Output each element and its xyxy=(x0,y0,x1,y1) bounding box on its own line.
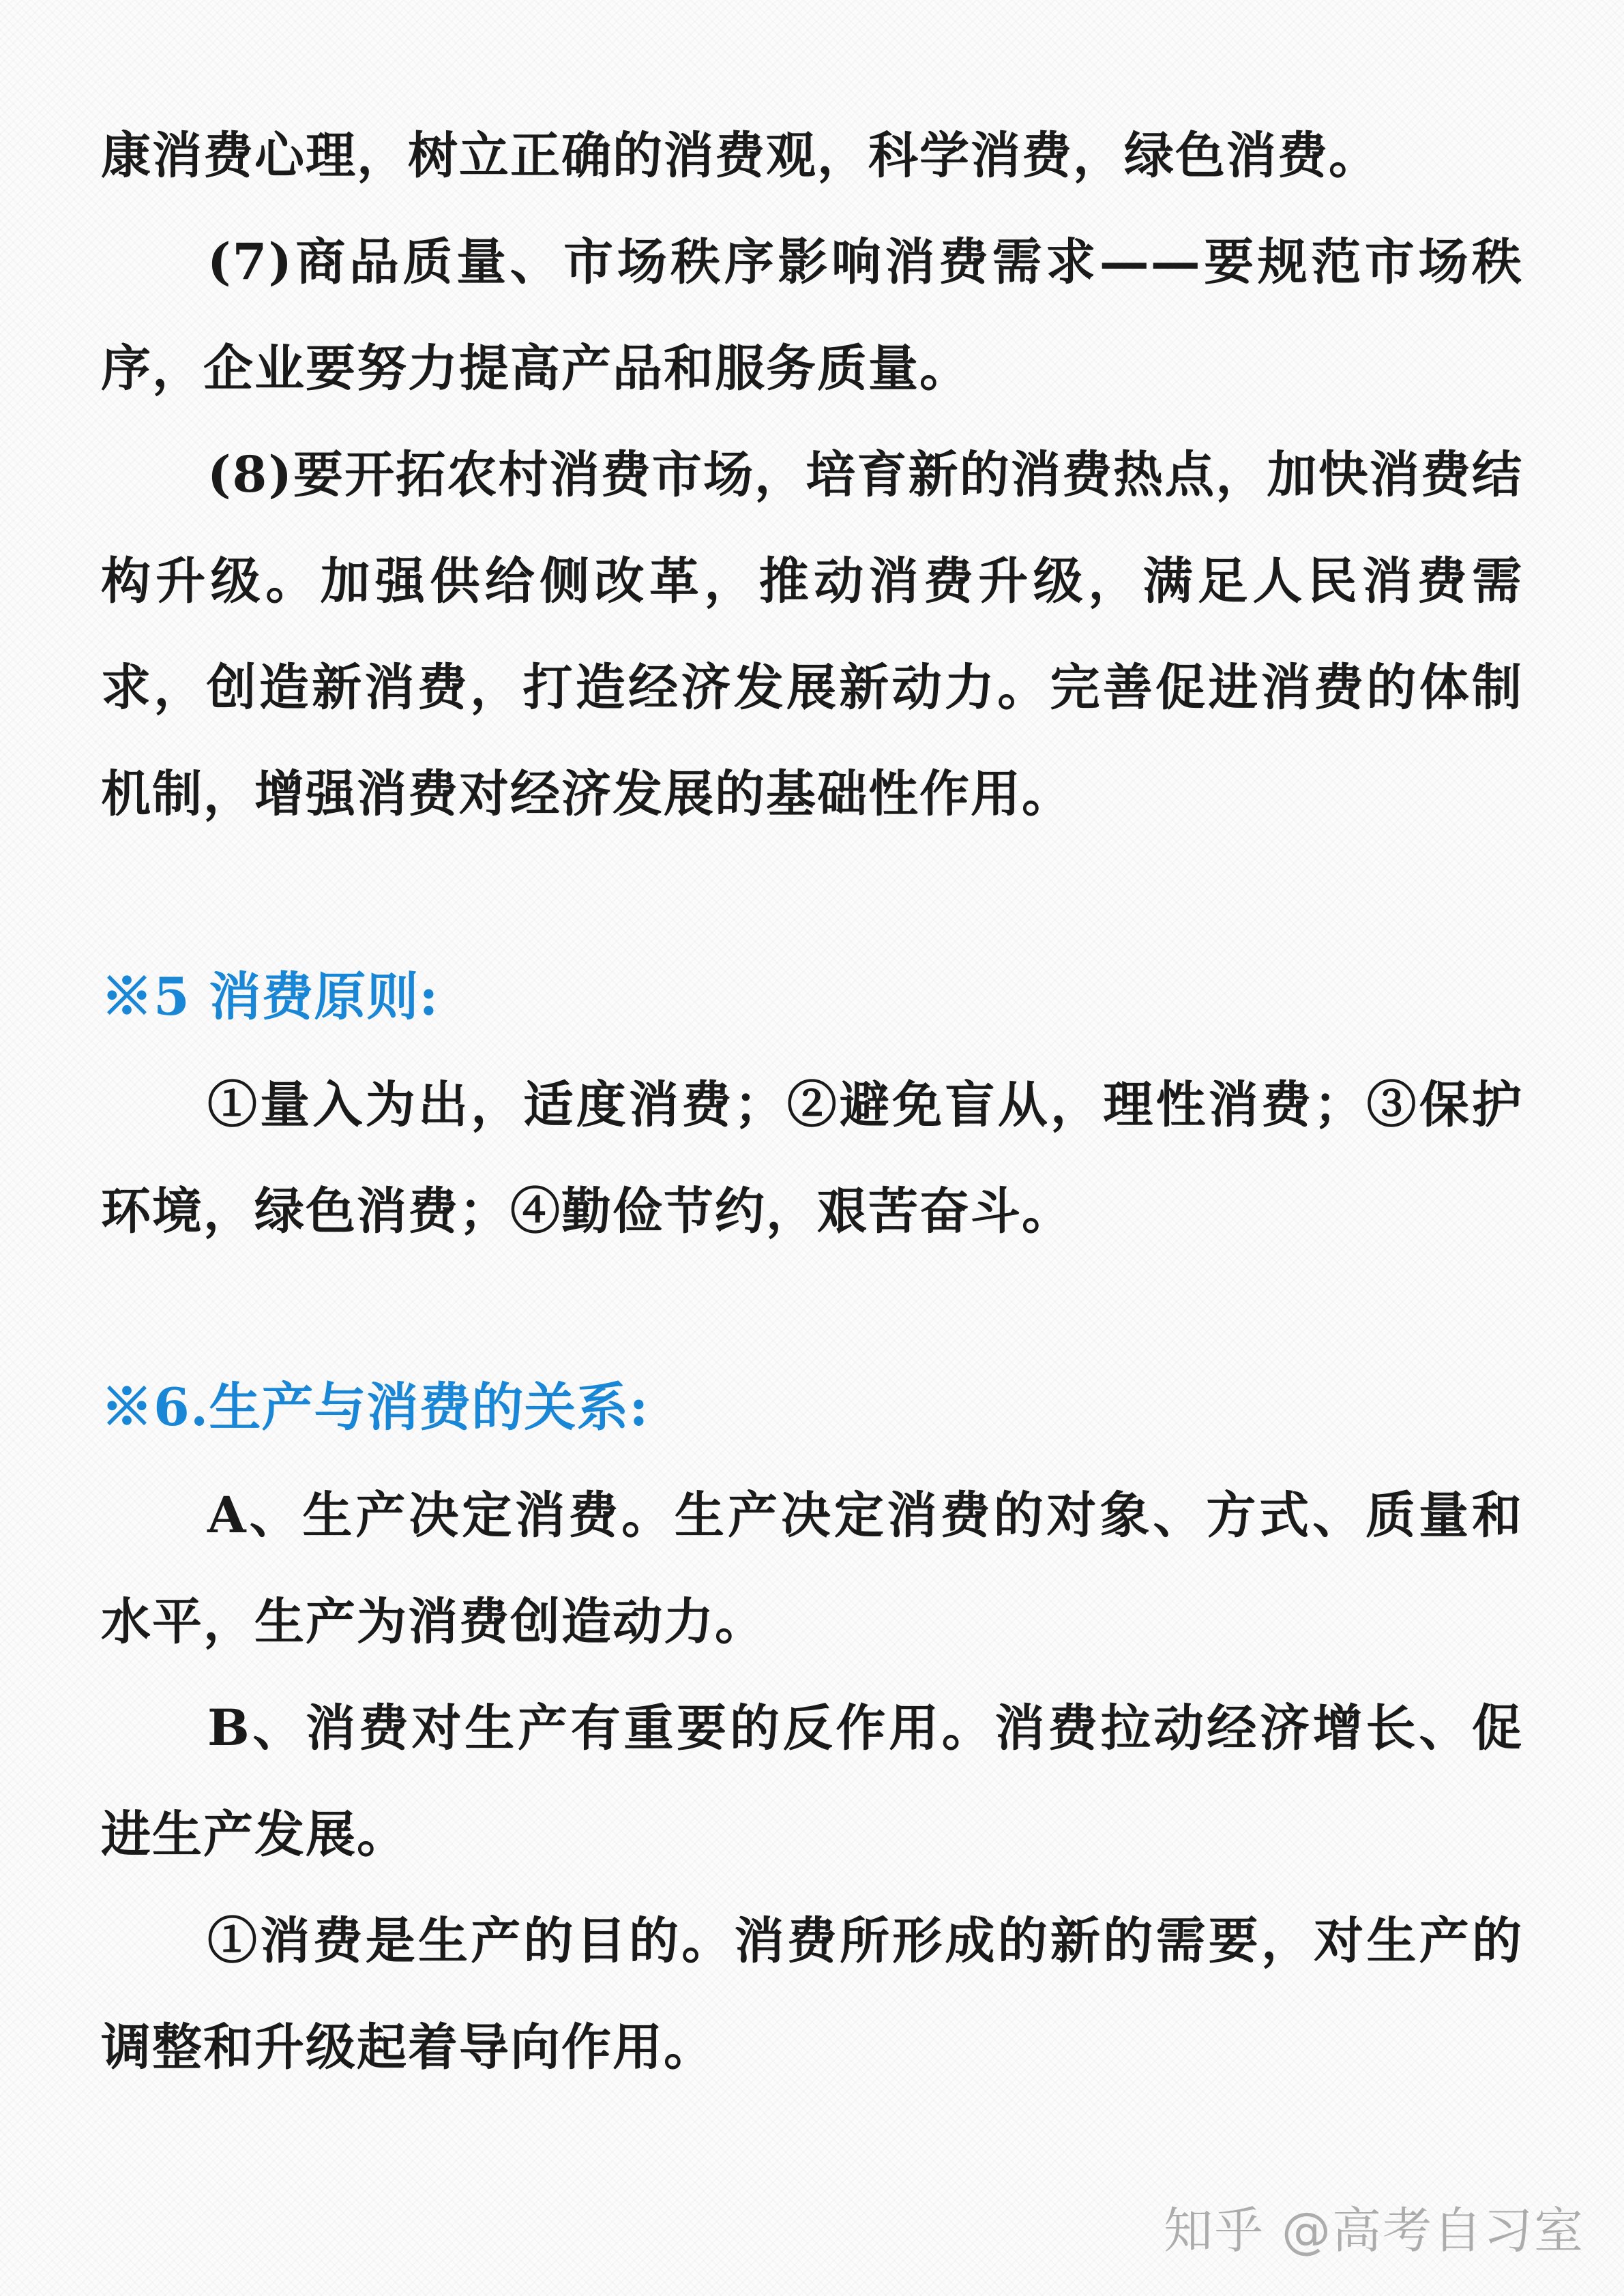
section-6-paragraph-a: A、生产决定消费。生产决定消费的对象、方式、质量和水平，生产为消费创造动力。 xyxy=(101,1486,1523,1651)
zhihu-watermark: 知乎 @高考自习室 xyxy=(1164,2202,1584,2259)
section-6-paragraph-1: ①消费是生产的目的。消费所形成的新的需要，对生产的调整和升级起着导向作用。 xyxy=(101,1911,1523,2076)
paragraph-continued: 康消费心理，树立正确的消费观，科学消费，绿色消费。 xyxy=(101,126,1380,185)
section-gap xyxy=(101,1264,1523,1353)
paragraph-item-8: (8)要开拓农村消费市场，培育新的消费热点，加快消费结构升级。加强供给侧改革，推动消费升级，满足人民消费需求，创造新消费，打造经济发展新动力。完善促进消费的体制机制，增强消费对经济发展的基础性作用。 xyxy=(101,445,1523,823)
section-5-body: ①量入为出，适度消费；②避免盲从，理性消费；③保护环境，绿色消费；④勤俭节约，艰苦奋斗。 xyxy=(101,1075,1523,1240)
section-6-paragraph-b: B、消费对生产有重要的反作用。消费拉动经济增长、促进生产发展。 xyxy=(101,1699,1523,1864)
section-5-heading: ※5 消费原则: xyxy=(101,966,439,1027)
document-page xyxy=(101,102,1523,2100)
section-gap xyxy=(101,847,1523,942)
paragraph-item-7: (7)商品质量、市场秩序影响消费需求——要规范市场秩序，企业要努力提高产品和服务质量。 xyxy=(101,233,1523,398)
section-6-heading: ※6.生产与消费的关系: xyxy=(101,1377,649,1437)
